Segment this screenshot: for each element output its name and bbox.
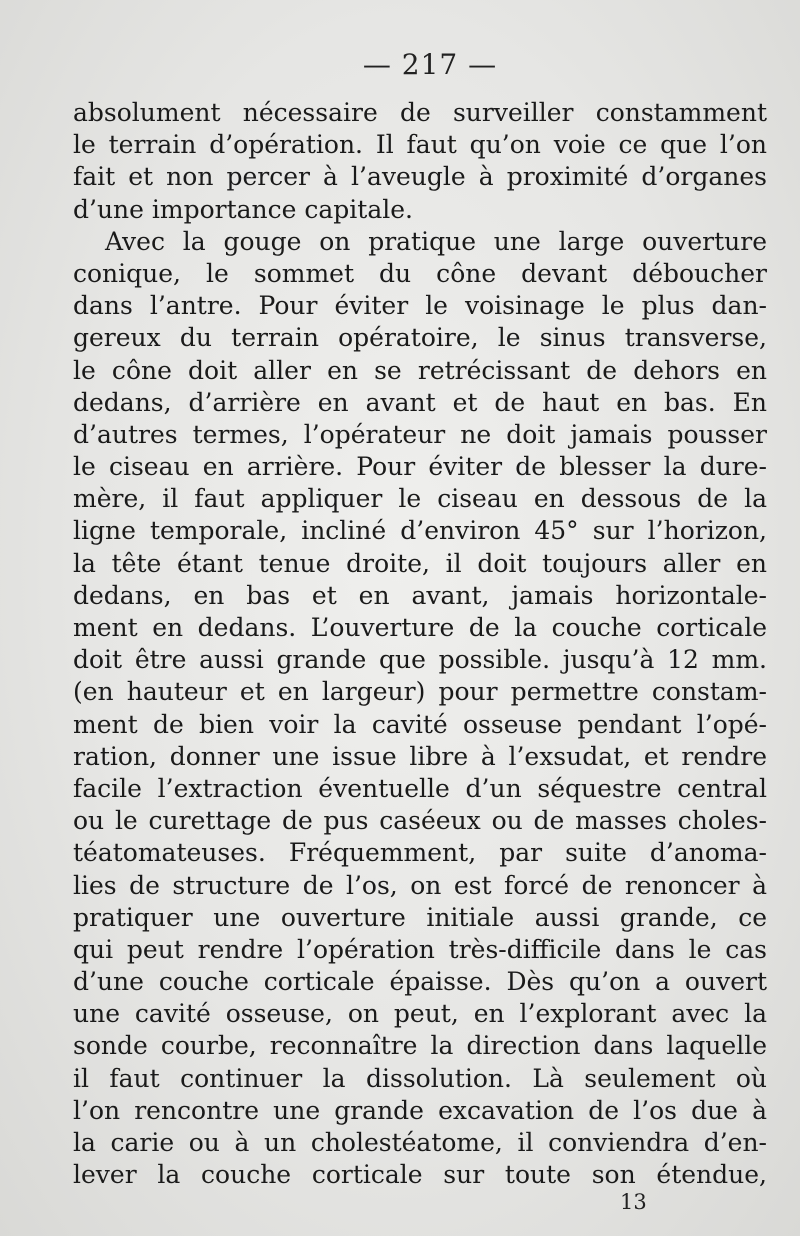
text-line: une cavité osseuse, on peut, en l’explorant avec la [73, 999, 767, 1029]
text-line: ment de bien voir la cavité osseuse pendant l’opé- [73, 709, 767, 739]
body-text [73, 97, 767, 1191]
text-line: mère, il faut appliquer le ciseau en dessous de la [73, 484, 767, 514]
text-line: d’une couche corticale épaisse. Dès qu’on a ouvert [73, 967, 767, 997]
text-line: ligne temporale, incliné d’environ 45° sur l’horizon, [73, 516, 767, 546]
text-line: d’autres termes, l’opérateur ne doit jamais pousser [73, 419, 767, 449]
text-line: (en hauteur et en largeur) pour permettre constam- [73, 677, 767, 707]
text-line: ration, donner une issue libre à l’exsudat, et rendre [73, 741, 767, 771]
text-line: dans l’antre. Pour éviter le voisinage le plus dan- [73, 291, 767, 321]
signature-mark: 13 [620, 1190, 647, 1214]
text-line: pratiquer une ouverture initiale aussi grande, ce [73, 902, 767, 932]
text-line: qui peut rendre l’opération très-difficile dans le cas [73, 934, 767, 964]
text-line: il faut continuer la dissolution. Là seulement où [73, 1063, 767, 1093]
text-line: téatomateuses. Fréquemment, par suite d’anoma- [73, 838, 767, 868]
text-line: lever la couche corticale sur toute son étendue, [73, 1160, 767, 1190]
text-line: dedans, en bas et en avant, jamais horizontale- [73, 580, 767, 610]
text-line: dedans, d’arrière en avant et de haut en bas. En [73, 387, 767, 417]
text-line: le terrain d’opération. Il faut qu’on voie ce que l’on [73, 130, 767, 160]
text-line: sonde courbe, reconnaître la direction dans laquelle [73, 1031, 767, 1061]
text-line: la tête étant tenue droite, il doit toujours aller en [73, 548, 767, 578]
text-line: lies de structure de l’os, on est forcé de renoncer à [73, 870, 767, 900]
text-line: ment en dedans. L’ouverture de la couche corticale [73, 613, 767, 642]
text-line: l’on rencontre une grande excavation de l’os due à [73, 1095, 767, 1125]
text-line: gereux du terrain opératoire, le sinus transverse, [73, 323, 767, 353]
text-line: absolument nécessaire de surveiller constamment [73, 98, 767, 127]
text-line: doit être aussi grande que possible. jusqu’à 12 mm. [73, 645, 767, 675]
text-line: facile l’extraction éventuelle d’un séquestre central [73, 773, 767, 803]
text-line: la carie ou à un cholestéatome, il conviendra d’en- [73, 1128, 767, 1157]
text-line: d’une importance capitale. [73, 194, 413, 224]
text-line: ou le curettage de pus caséeux ou de masses choles- [73, 806, 767, 836]
page-number: — 217 — [362, 48, 498, 81]
text-line: le ciseau en arrière. Pour éviter de blesser la dure- [73, 452, 767, 482]
text-line: conique, le sommet du cône devant déboucher [73, 258, 767, 288]
text-line: fait et non percer à l’aveugle à proximité d’organes [73, 162, 767, 192]
text-line: le cône doit aller en se retrécissant de dehors en [73, 355, 767, 385]
text-line: Avec la gouge on pratique une large ouverture [105, 226, 767, 256]
